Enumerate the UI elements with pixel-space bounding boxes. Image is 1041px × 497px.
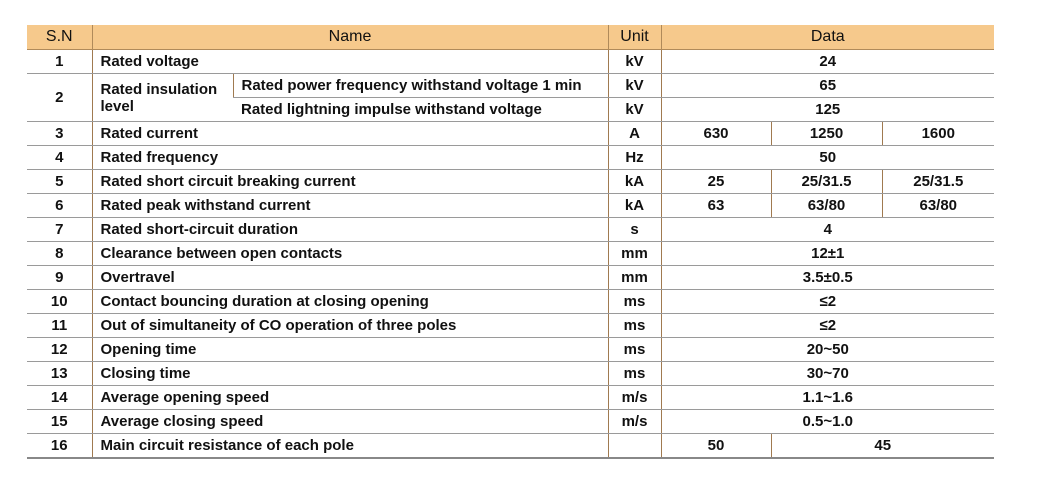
sn: 13 — [27, 362, 92, 386]
table-row — [27, 218, 994, 242]
name: Rated insulation level — [92, 74, 233, 122]
data: 63/80 — [771, 194, 882, 218]
unit: mm — [608, 266, 661, 290]
table-row — [27, 170, 994, 194]
name: Contact bouncing duration at closing opening — [92, 290, 608, 314]
sn: 7 — [27, 218, 92, 242]
unit: kV — [608, 50, 661, 74]
table-row — [27, 50, 994, 74]
data: 12±1 — [661, 242, 994, 266]
name: Average closing speed — [92, 410, 608, 434]
unit: m/s — [608, 410, 661, 434]
name: Rated power frequency withstand voltage 1 min — [233, 74, 608, 98]
table-row — [27, 434, 994, 459]
sn: 6 — [27, 194, 92, 218]
data: 50 — [661, 434, 771, 459]
unit — [608, 434, 661, 459]
name: Average opening speed — [92, 386, 608, 410]
data: 65 — [661, 74, 994, 98]
data: 50 — [661, 146, 994, 170]
sn: 11 — [27, 314, 92, 338]
sn: 12 — [27, 338, 92, 362]
data: 3.5±0.5 — [661, 266, 994, 290]
name: Rated short circuit breaking current — [92, 170, 608, 194]
header-data: Data — [661, 25, 994, 50]
data: 25 — [661, 170, 771, 194]
name: Opening time — [92, 338, 608, 362]
unit: Hz — [608, 146, 661, 170]
data: 25/31.5 — [882, 170, 994, 194]
table-row — [27, 386, 994, 410]
name: Clearance between open contacts — [92, 242, 608, 266]
name: Rated voltage — [92, 50, 608, 74]
table-row — [27, 266, 994, 290]
name: Rated short-circuit duration — [92, 218, 608, 242]
table-row — [27, 314, 994, 338]
data: ≤2 — [661, 314, 994, 338]
table-row — [27, 410, 994, 434]
data: 630 — [661, 122, 771, 146]
unit: ms — [608, 290, 661, 314]
unit: ms — [608, 362, 661, 386]
data: ≤2 — [661, 290, 994, 314]
data: 63 — [661, 194, 771, 218]
sn: 10 — [27, 290, 92, 314]
unit: ms — [608, 314, 661, 338]
name: Main circuit resistance of each pole — [92, 434, 608, 459]
name: Overtravel — [92, 266, 608, 290]
table-row — [27, 146, 994, 170]
sn: 1 — [27, 50, 92, 74]
data: 25/31.5 — [771, 170, 882, 194]
header-unit: Unit — [608, 25, 661, 50]
header-row — [27, 25, 994, 50]
sn: 9 — [27, 266, 92, 290]
table-row — [27, 338, 994, 362]
table-row — [27, 362, 994, 386]
table-row — [27, 290, 994, 314]
data: 1600 — [882, 122, 994, 146]
unit: mm — [608, 242, 661, 266]
unit: A — [608, 122, 661, 146]
data: 125 — [661, 98, 994, 122]
sn: 15 — [27, 410, 92, 434]
unit: kV — [608, 74, 661, 98]
data: 4 — [661, 218, 994, 242]
unit: s — [608, 218, 661, 242]
unit: kA — [608, 170, 661, 194]
table-row — [27, 122, 994, 146]
name: Closing time — [92, 362, 608, 386]
unit: m/s — [608, 386, 661, 410]
unit: kV — [608, 98, 661, 122]
data: 45 — [771, 434, 994, 459]
specifications-table — [27, 25, 994, 459]
data: 63/80 — [882, 194, 994, 218]
sn: 4 — [27, 146, 92, 170]
sn: 8 — [27, 242, 92, 266]
unit: kA — [608, 194, 661, 218]
sn: 3 — [27, 122, 92, 146]
name: Rated frequency — [92, 146, 608, 170]
sn: 14 — [27, 386, 92, 410]
unit: ms — [608, 338, 661, 362]
data: 20~50 — [661, 338, 994, 362]
data: 0.5~1.0 — [661, 410, 994, 434]
data: 1.1~1.6 — [661, 386, 994, 410]
name: Out of simultaneity of CO operation of three poles — [92, 314, 608, 338]
name: Rated peak withstand current — [92, 194, 608, 218]
sn: 2 — [27, 74, 92, 122]
name: Rated current — [92, 122, 608, 146]
sn: 5 — [27, 170, 92, 194]
data: 30~70 — [661, 362, 994, 386]
data: 1250 — [771, 122, 882, 146]
header-name: Name — [92, 25, 608, 50]
name: Rated lightning impulse withstand voltage — [233, 98, 608, 122]
table-row — [27, 74, 994, 98]
table-row — [27, 242, 994, 266]
header-sn: S.N — [27, 25, 92, 50]
sn: 16 — [27, 434, 92, 459]
table-row — [27, 194, 994, 218]
data: 24 — [661, 50, 994, 74]
